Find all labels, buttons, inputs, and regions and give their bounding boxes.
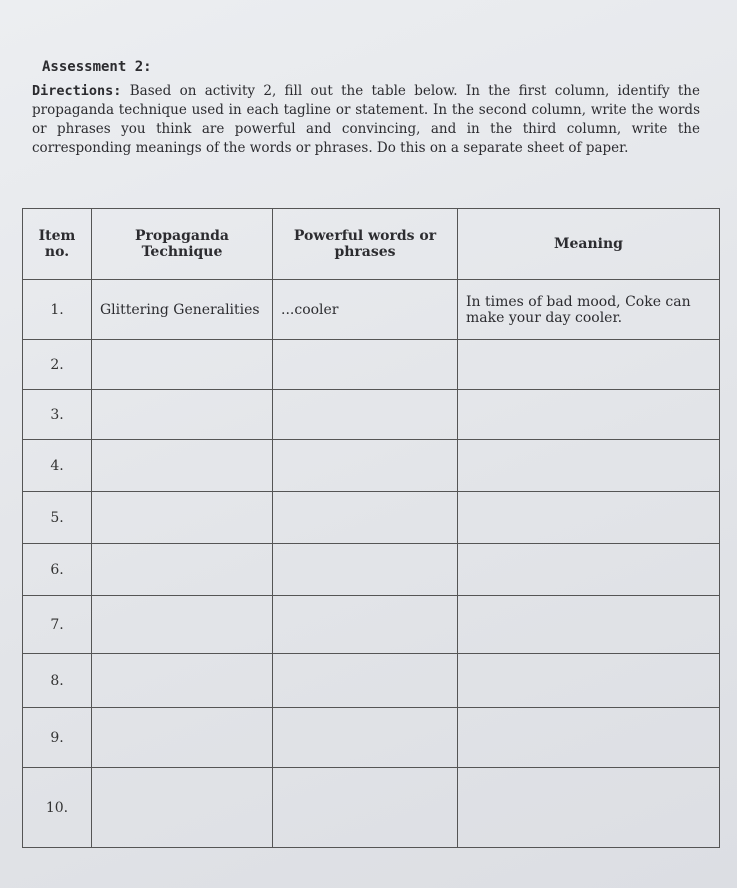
table-row bbox=[23, 280, 720, 340]
meaning-cell bbox=[458, 390, 720, 440]
words-cell bbox=[273, 654, 458, 708]
meaning-cell bbox=[458, 544, 720, 596]
item-number: 10. bbox=[23, 768, 92, 848]
technique-cell bbox=[92, 544, 273, 596]
words-cell bbox=[273, 708, 458, 768]
technique-cell bbox=[92, 768, 273, 848]
assessment-table bbox=[22, 208, 720, 848]
header-item-no: Item no. bbox=[23, 209, 92, 280]
meaning-cell bbox=[458, 340, 720, 390]
technique-cell bbox=[92, 440, 273, 492]
table-row bbox=[23, 596, 720, 654]
directions-label: Directions: bbox=[32, 83, 122, 99]
words-cell bbox=[273, 492, 458, 544]
table-row bbox=[23, 492, 720, 544]
technique-cell bbox=[92, 596, 273, 654]
item-number: 9. bbox=[23, 708, 92, 768]
table-row bbox=[23, 390, 720, 440]
table-row bbox=[23, 654, 720, 708]
meaning-cell bbox=[458, 708, 720, 768]
technique-cell: Glittering Generalities bbox=[92, 280, 273, 340]
assessment-title: Assessment 2: bbox=[42, 59, 152, 75]
technique-cell bbox=[92, 492, 273, 544]
words-cell bbox=[273, 390, 458, 440]
technique-cell bbox=[92, 340, 273, 390]
item-number: 8. bbox=[23, 654, 92, 708]
header-meaning: Meaning bbox=[458, 209, 720, 280]
item-number: 1. bbox=[23, 280, 92, 340]
item-number: 4. bbox=[23, 440, 92, 492]
table-header-row bbox=[23, 209, 720, 280]
words-cell: ...cooler bbox=[273, 280, 458, 340]
words-cell bbox=[273, 596, 458, 654]
directions-text bbox=[32, 82, 700, 158]
words-cell bbox=[273, 440, 458, 492]
meaning-cell bbox=[458, 596, 720, 654]
table-row bbox=[23, 768, 720, 848]
meaning-cell bbox=[458, 492, 720, 544]
table-row bbox=[23, 340, 720, 390]
technique-cell bbox=[92, 654, 273, 708]
meaning-cell bbox=[458, 440, 720, 492]
item-number: 3. bbox=[23, 390, 92, 440]
directions-body: Based on activity 2, fill out the table below. In the first column, identify the propaganda technique used in each tagline or statement. In the second column, write the words or phrases you think are powerful and convincing, and in the third column, write the corresponding meanings of the words or phrases. Do this on a separate sheet of paper. bbox=[32, 83, 700, 156]
words-cell bbox=[273, 544, 458, 596]
item-number: 2. bbox=[23, 340, 92, 390]
meaning-cell bbox=[458, 768, 720, 848]
item-number: 5. bbox=[23, 492, 92, 544]
table-row bbox=[23, 440, 720, 492]
words-cell bbox=[273, 340, 458, 390]
words-cell bbox=[273, 768, 458, 848]
meaning-cell bbox=[458, 654, 720, 708]
table-row bbox=[23, 544, 720, 596]
technique-cell bbox=[92, 708, 273, 768]
technique-cell bbox=[92, 390, 273, 440]
header-words: Powerful words or phrases bbox=[273, 209, 458, 280]
item-number: 6. bbox=[23, 544, 92, 596]
item-number: 7. bbox=[23, 596, 92, 654]
header-technique: Propaganda Technique bbox=[92, 209, 273, 280]
meaning-cell: In times of bad mood, Coke can make your day cooler. bbox=[458, 280, 720, 340]
table-row bbox=[23, 708, 720, 768]
